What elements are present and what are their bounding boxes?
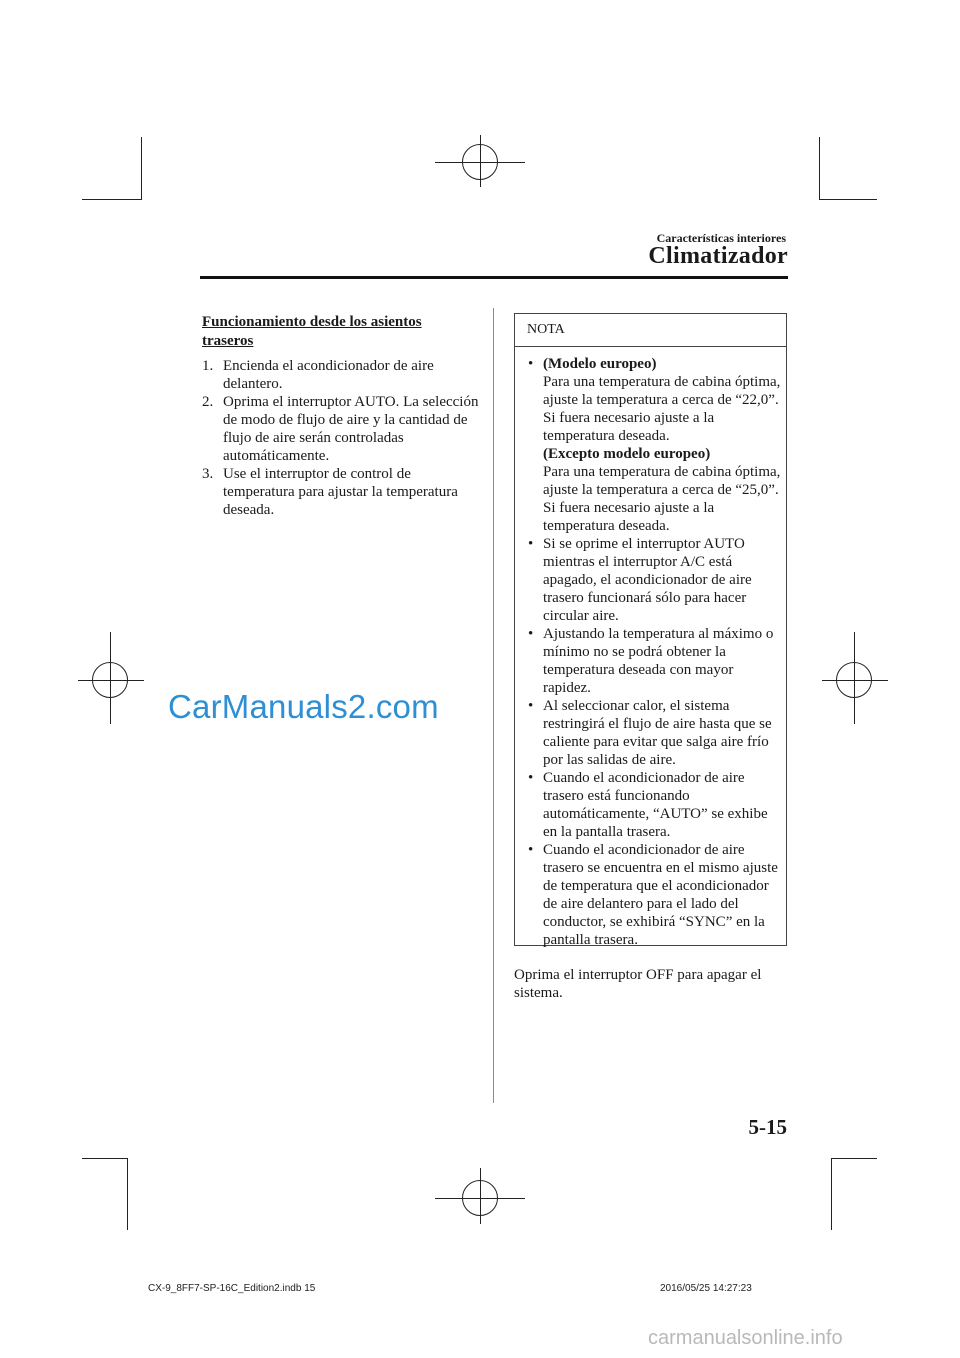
note-header [515,314,786,347]
page-number: 5-15 [748,1115,787,1139]
note-text: Para una temperatura de cabina óptima, ajuste la temperatura a cerca de “25,0”. Si fuera necesario ajuste a la temperatura deseada. [543,464,781,534]
registration-line [110,632,111,724]
crop-mark [141,137,142,199]
step-item [202,357,484,393]
note-text: Al seleccionar calor, el sistema restringirá el flujo de aire hasta que se caliente para evitar que salga aire frío por las salidas de aire. [543,698,772,768]
note-list [525,355,783,949]
note-item [525,355,783,535]
watermark-logo[interactable]: CarManuals2.com [168,688,439,725]
closing-paragraph: Oprima el interruptor OFF para apagar el sistema. [514,967,762,1001]
procedure-steps [202,357,484,519]
registration-line [822,680,888,681]
note-text: Cuando el acondicionador de aire trasero está funcionando automáticamente, “AUTO” se exhibe en la pantalla trasera. [543,770,768,840]
crop-mark [819,137,820,199]
step-text: Oprima el interruptor AUTO. La selección de modo de flujo de aire y la cantidad de flujo de aire serán controladas automáticamente. [223,394,479,464]
registration-line [480,1168,481,1224]
bullet-icon: • [528,770,534,786]
note-text: Ajustando la temperatura al máximo o mínimo no se podrá obtener la temperatura deseada con mayor rapidez. [543,626,774,696]
note-box [514,313,787,946]
footer-site-link[interactable]: carmanualsonline.info [648,1327,843,1349]
note-subheading: (Modelo europeo) [543,356,657,372]
crop-mark [831,1158,832,1230]
registration-line [854,632,855,724]
step-number: 1. [202,358,214,374]
column-divider [493,308,494,1103]
bullet-icon: • [528,842,534,858]
section-header: Características interiores [656,231,786,245]
chapter-title: Climatizador [648,243,788,269]
footer-file-name: CX-9_8FF7-SP-16C_Edition2.indb 15 [148,1283,316,1294]
note-item [525,769,783,841]
header-rule [200,276,788,279]
crop-mark [831,1158,877,1159]
note-item [525,535,783,625]
bullet-icon: • [528,626,534,642]
section-title-line: Funcionamiento desde los asientos [202,314,422,330]
bullet-icon: • [528,698,534,714]
step-item [202,465,484,519]
note-text: Cuando el acondicionador de aire trasero se encuentra en el mismo ajuste de temperatura que el acondicionador de aire delantero para el lado del conductor, se exhibirá “SYNC” en la pantalla trasera. [543,842,778,948]
section-title [202,313,462,351]
step-number: 2. [202,394,214,410]
note-text: Si se oprime el interruptor AUTO mientras el interruptor A/C está apagado, el acondicionador de aire trasero funcionará sólo para hacer circular aire. [543,536,752,624]
crop-mark [127,1158,128,1230]
note-item [525,841,783,949]
crop-mark [82,199,142,200]
section-title-line: traseros [202,333,254,349]
footer-timestamp: 2016/05/25 14:27:23 [660,1283,752,1294]
note-text: Para una temperatura de cabina óptima, ajuste la temperatura a cerca de “22,0”. Si fuera necesario ajuste a la temperatura deseada. [543,374,781,444]
step-number: 3. [202,466,214,482]
note-label: NOTA [527,322,565,337]
note-subheading: (Excepto modelo europeo) [543,446,711,462]
registration-line [78,680,144,681]
crop-mark [819,199,877,200]
crop-mark [82,1158,128,1159]
registration-line [480,135,481,187]
bullet-icon: • [528,536,534,552]
step-text: Use el interruptor de control de temperatura para ajustar la temperatura deseada. [223,466,458,518]
note-item [525,697,783,769]
step-text: Encienda el acondicionador de aire delantero. [223,358,434,392]
note-item [525,625,783,697]
step-item [202,393,484,465]
bullet-icon: • [528,356,534,372]
